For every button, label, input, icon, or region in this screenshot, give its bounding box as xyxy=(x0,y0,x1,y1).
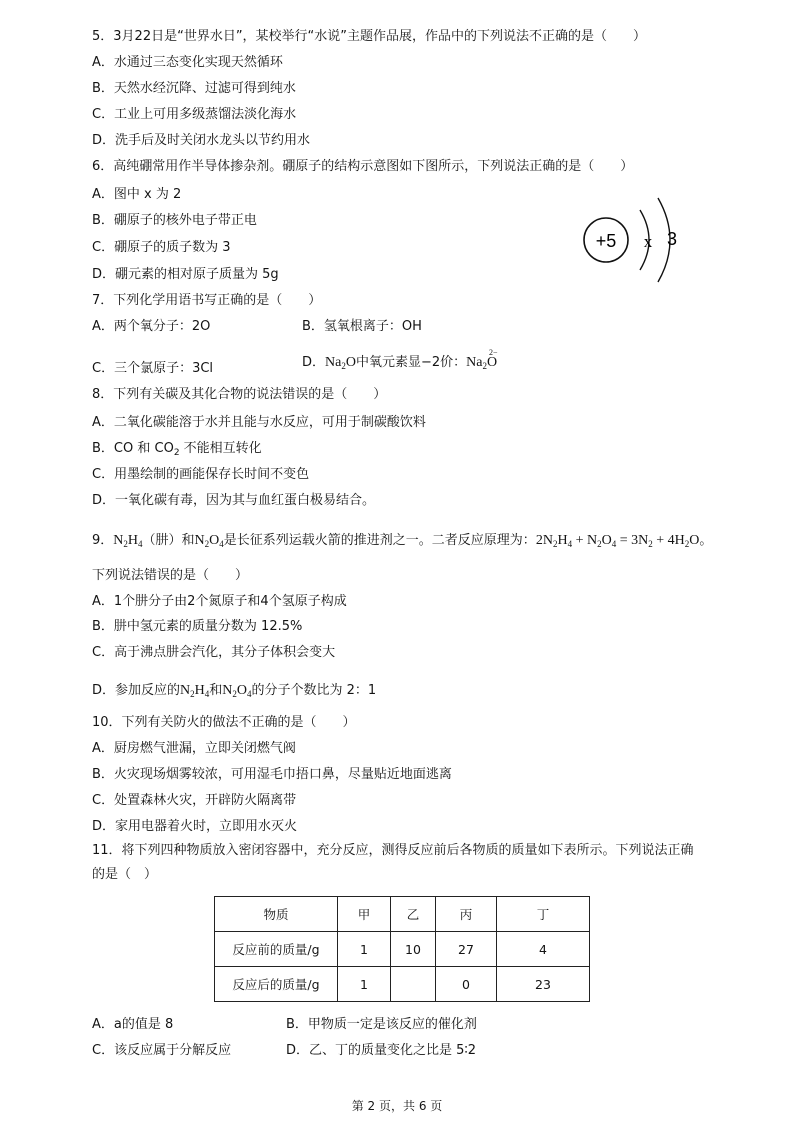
q7-option-a: A．两个氧分子：2O xyxy=(92,319,211,334)
q5-option-a: A．水通过三态变化实现天然循环 xyxy=(92,55,283,70)
table-header: 乙 xyxy=(391,897,436,932)
q7-valence-charge: 2− xyxy=(488,348,498,357)
q10-option-a: A．厨房燃气泄漏，立即关闭燃气阀 xyxy=(92,741,296,756)
q10-option-b: B．火灾现场烟雾较浓，可用湿毛巾捂口鼻，尽量贴近地面逃离 xyxy=(92,767,452,782)
q11-option-a: A．a的值是 8 xyxy=(92,1017,174,1032)
table-cell: 1 xyxy=(338,932,391,967)
q7-formula-na2o: $Na_2O$ xyxy=(325,355,356,371)
table-cell: 10 xyxy=(391,932,436,967)
table-cell: 23 xyxy=(497,967,590,1002)
table-row xyxy=(215,967,590,1002)
q9-stem: 9．$N_2H_4$（肼）和$N_2O_4$是长征系列运载火箭的推进剂之一。二者反应原理为：$2N_2H_4 + N_2O_4 = 3N_2 + 4H_2O$。 xyxy=(92,533,713,549)
q5-option-c: C．工业上可用多级蒸馏法淡化海水 xyxy=(92,107,297,122)
q11-option-d: D．乙、丁的质量变化之比是 5∶2 xyxy=(286,1043,477,1058)
q5-option-b: B．天然水经沉降、过滤可得到纯水 xyxy=(92,81,296,96)
q11-stem-2: 的是（ ） xyxy=(92,867,158,882)
q6-stem: 6．高纯硼常用作半导体掺杂剂。硼原子的结构示意图如下图所示，下列说法正确的是（ ） xyxy=(92,159,634,174)
table-cell: 反应后的质量/g xyxy=(215,967,338,1002)
nucleus-charge: +5 xyxy=(595,231,617,251)
table-row xyxy=(215,932,590,967)
outer-shell-electrons: x xyxy=(643,232,653,251)
q8-option-a: A．二氧化碳能溶于水并且能与水反应，可用于制碳酸饮料 xyxy=(92,415,426,430)
table-cell: 27 xyxy=(436,932,497,967)
q10-option-c: C．处置森林火灾，开辟防火隔离带 xyxy=(92,793,297,808)
table-cell: 4 xyxy=(497,932,590,967)
q9-option-d: D．参加反应的$N_2H_4$和$N_2O_4$的分子个数比为 2：1 xyxy=(92,683,377,699)
q7-option-d-text: 中氧元素显−2价： xyxy=(355,355,467,370)
q8-option-c: C．用墨绘制的画能保存长时间不变色 xyxy=(92,467,310,482)
q7-option-b: B．氢氧根离子：OH xyxy=(302,319,422,334)
q7-option-c: C．三个氯原子：3Cl xyxy=(92,361,214,376)
q5-stem: 5．3月22日是“世界水日”，某校举行“水说”主题作品展，作品中的下列说法不正确的是（ ） xyxy=(92,29,647,44)
formula-n2o4: $N_2O_4$ xyxy=(222,683,252,699)
reaction-equation: $2N_2H_4 + N_2O_4 = 3N_2 + 4H_2O$ xyxy=(535,533,700,549)
formula-n2o4: $N_2O_4$ xyxy=(194,533,224,549)
q8-option-d: D．一氧化碳有毒，因为其与血红蛋白极易结合。 xyxy=(92,493,376,508)
q6-option-c: C．硼原子的质子数为 3 xyxy=(92,240,231,255)
q10-stem: 10．下列有关防火的做法不正确的是（ ） xyxy=(92,715,356,730)
q11-stem: 11．将下列四种物质放入密闭容器中，充分反应，测得反应前后各物质的质量如下表所示。下列说法正确 xyxy=(92,843,694,858)
q9-option-a: A．1个肼分子由2个氮原子和4个氢原子构成 xyxy=(92,594,347,609)
q6-option-d: D．硼元素的相对原子质量为 5g xyxy=(92,267,279,282)
q6-option-a: A．图中 x 为 2 xyxy=(92,187,182,202)
q9-option-c: C．高于沸点肼会汽化，其分子体积会变大 xyxy=(92,645,336,660)
q7-option-d-label: D． xyxy=(302,355,326,370)
q11-option-b: B．甲物质一定是该反应的催化剂 xyxy=(286,1017,477,1032)
q10-option-d: D．家用电器着火时，立即用水灭火 xyxy=(92,819,298,834)
q6-option-b: B．硼原子的核外电子带正电 xyxy=(92,213,257,228)
q5-option-d: D．洗手后及时关闭水龙头以节约用水 xyxy=(92,133,311,148)
table-header: 物质 xyxy=(215,897,338,932)
inner-shell-electrons: 3 xyxy=(666,229,678,249)
formula-n2h4: $N_2H_4$ xyxy=(113,533,143,549)
q7-stem: 7．下列化学用语书写正确的是（ ） xyxy=(92,293,322,308)
table-header: 丁 xyxy=(497,897,590,932)
page-footer: 第 2 页，共 6 页 xyxy=(351,1099,443,1113)
table-header-row xyxy=(215,897,590,932)
q7-formula-na2o-charged: $Na_2O$ 2− xyxy=(466,355,497,370)
table-cell: 0 xyxy=(436,967,497,1002)
table-cell: 反应前的质量/g xyxy=(215,932,338,967)
table-header: 丙 xyxy=(436,897,497,932)
q7-option-d xyxy=(302,348,498,372)
q8-stem: 8．下列有关碳及其化合物的说法错误的是（ ） xyxy=(92,387,387,402)
mass-table xyxy=(214,896,590,1002)
boron-atom-structure-diagram xyxy=(578,192,698,292)
formula-n2h4: $N_2H_4$ xyxy=(180,683,210,699)
q9-option-b: B．肼中氢元素的质量分数为 12.5% xyxy=(92,619,303,634)
table-cell xyxy=(391,967,436,1002)
q11-option-c: C．该反应属于分解反应 xyxy=(92,1043,232,1058)
q8-option-b: B．CO 和 $CO_2$ 不能相互转化 xyxy=(92,441,262,458)
table-header: 甲 xyxy=(338,897,391,932)
q9-stem-2: 下列说法错误的是（ ） xyxy=(92,568,249,583)
table-cell: 1 xyxy=(338,967,391,1002)
